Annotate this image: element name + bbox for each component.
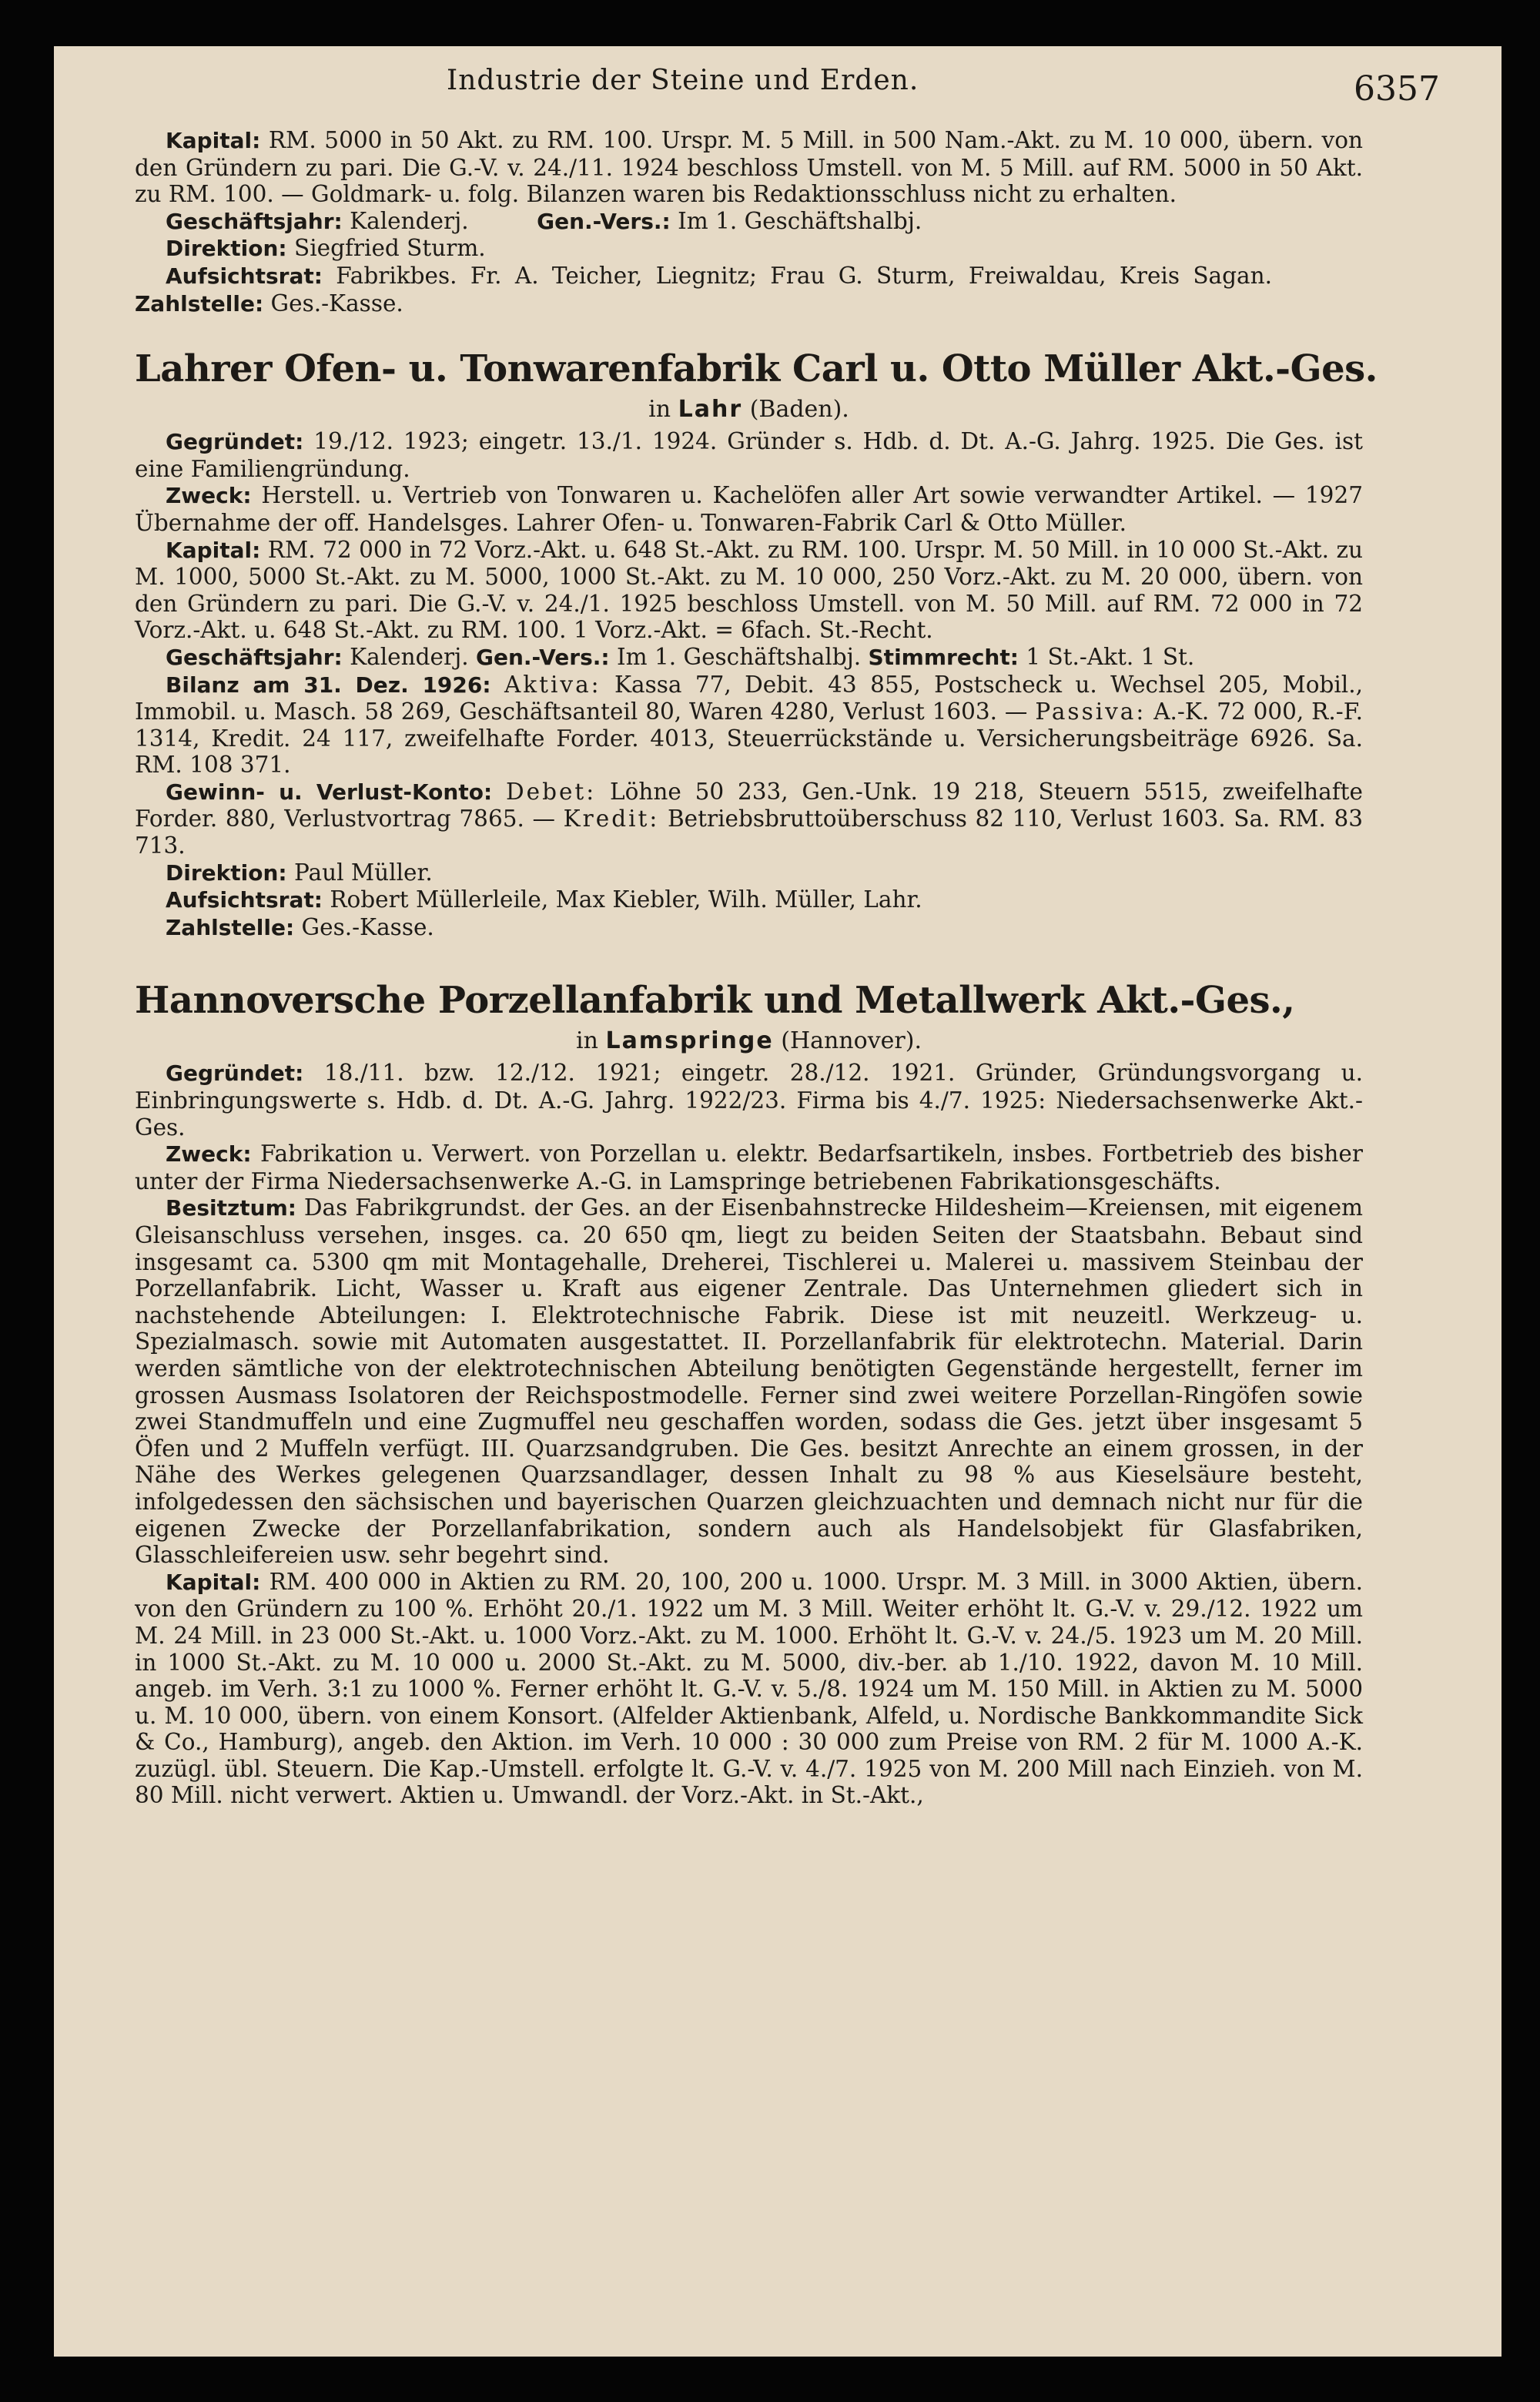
zweck-paragraph: Zweck: Fabrikation u. Verwert. von Porzellan u. elektr. Bedarfsartikeln, insbes. Fortbetrieb des bisher unter der Firma Niedersachsenwerke A.-G. in Lamspringe betriebenen Fabrikationsgeschäfts. [135,1141,1363,1194]
company-location: in Lahr (Baden). [648,396,849,424]
page-header [54,65,1502,111]
document-page [54,46,1502,2357]
gegruendet-paragraph: Gegründet: 18./11. bzw. 12./12. 1921; eingetr. 28./12. 1921. Gründer, Gründungsvorgang u. Einbringungswerte s. Hdb. d. Dt. A.-G. Jahrg. 1922/23. Firma bis 4./7. 1925: Niedersachsenwerke Akt.-Ges. [135,1060,1363,1141]
kapital-paragraph: Kapital: RM. 400 000 in Aktien zu RM. 20, 100, 200 u. 1000. Urspr. M. 3 Mill. in 3000 Aktien, übern. von den Gründern zu 100 %. Erhöht 20./1. 1922 um M. 3 Mill. Weiter erhöht lt. G.-V. v. 29./12. 1922 um M. 24 Mill. in 23 000 St.-Akt. u. 1000 Vorz.-Akt. zu M. 1000. Erhöht lt. G.-V. v. 24./5. 1923 um M. 20 Mill. in 1000 St.-Akt. zu M. 10 000 u. 2000 St.-Akt. zu M. 5000, div.-ber. ab 1./10. 1922, davon M. 10 Mill. angeb. im Verh. 3:1 zu 1000 %. Ferner erhöht lt. G.-V. v. 5./8. 1924 um M. 150 Mill. in Aktien zu M. 5000 u. M. 10 000, übern. von einem Konsort. (Alfelder Aktienbank, Alfeld, u. Nordische Bankkommandite Sick & Co., Hamburg), angeb. den Aktion. im Verh. 10 000 : 30 000 zum Preise von RM. 2 für M. 1000 A.-K. zuzügl. übl. Steuern. Die Kap.-Umstell. erfolgte lt. G.-V. v. 4./7. 1925 von M. 200 Mill nach Einzieh. von M. 80 Mill. nicht verwert. Aktien u. Umwandl. der Vorz.-Akt. in St.-Akt., [135,1568,1363,1809]
running-title: Industrie der Steine und Erden. [447,65,919,96]
page-content [135,127,1378,1809]
besitztum-paragraph: Besitztum: Das Fabrikgrundst. der Ges. an der Eisenbahnstrecke Hildesheim—Kreiensen, mit eigenem Gleisanschluss versehen, insges. ca. 20 650 qm, liegt zu beiden Seiten der Staatsbahn. Bebaut sind insgesamt ca. 5300 qm mit Montagehalle, Dreherei, Tischlerei u. Malerei u. massivem Steinbau der Porzellanfabrik. Licht, Wasser u. Kraft aus eigener Zentrale. Das Unternehmen gliedert sich in nachstehende Abteilungen: I. Elektrotechnische Fabrik. Diese ist mit neuzeitl. Werkzeug- u. Spezialmasch. sowie mit Automaten ausgestattet. II. Porzellanfabrik für elektrotechn. Material. Darin werden sämtliche von der elektrotechnischen Abteilung benötigten Gegenstände hergestellt, ferner im grossen Ausmass Isolatoren der Reichspostmodelle. Ferner sind zwei weitere Porzellan-Ringöfen sowie zwei Standmuffeln und eine Zugmuffel neu geschaffen worden, sodass die Ges. jetzt über insgesamt 5 Öfen und 2 Muffeln verfügt. III. Quarzsandgruben. Die Ges. besitzt Anrechte an einem grossen, in der Nähe des Werkes gelegenen Quarzsandlager, dessen Inhalt zu 98 % aus Kieselsäure besteht, infolgedessen den sächsischen und bayerischen Quarzen gleichzuachten und demnach nicht nur für die eigenen Zwecke der Porzellanfabrikation, sondern auch als Handelsobjekt für Glasfabriken, Glasschleifereien usw. sehr begehrt sind. [135,1194,1364,1569]
company-title: Lahrer Ofen- u. Tonwarenfabrik Carl u. Otto Müller Akt.-Ges. [135,347,1378,391]
previous-entry-fragment [135,127,1363,317]
zweck-paragraph: Zweck: Herstell. u. Vertrieb von Tonwaren u. Kachelöfen aller Art sowie verwandter Artikel. — 1927 Übernahme der off. Handelsges. Lahrer Ofen- u. Tonwaren-Fabrik Carl & Otto Müller. [135,482,1363,536]
zahlstelle-line: Zahlstelle: Ges.-Kasse. [166,913,434,940]
company-entry-hannoversche [135,975,1363,1809]
geschaeftsjahr-line: Geschäftsjahr: Kalenderj. Gen.-Vers.: Im 1. Geschäftshalbj. Stimmrecht: 1 St.-Akt. 1 St. [166,643,1195,670]
aufsichtsrat-paragraph: Aufsichtsrat: Fabrikbes. Fr. A. Teicher, Liegnitz; Frau G. Sturm, Freiwaldau, Kreis Sagan. Zahlstelle: Ges.-Kasse. [135,262,1272,317]
kapital-paragraph: Kapital: RM. 5000 in 50 Akt. zu RM. 100. Urspr. M. 5 Mill. in 500 Nam.-Akt. zu M. 10 000, übern. von den Gründern zu pari. Die G.-V. v. 24./11. 1924 beschloss Umstell. von M. 5 Mill. auf RM. 5000 in 50 Akt. zu RM. 100. — Goldmark- u. folg. Bilanzen waren bis Redaktionsschluss nicht zu erhalten. [135,127,1363,208]
direktion-line: Direktion: Siegfried Sturm. [166,235,486,262]
geschaeftsjahr-line: Geschäftsjahr: Kalenderj. Gen.-Vers.: Im 1. Geschäftshalbj. [166,207,922,234]
guv-paragraph: Gewinn- u. Verlust-Konto: Debet: Löhne 50 233, Gen.-Unk. 19 218, Steuern 5515, zweifelhafte Forder. 880, Verlustvortrag 7865. — Kredit: Betriebsbruttoüberschuss 82 110, Verlust 1603. Sa. RM. 83 713. [135,778,1364,859]
bilanz-paragraph: Bilanz am 31. Dez. 1926: Aktiva: Kassa 77, Debit. 43 855, Postscheck u. Wechsel 205, Mobil., Immobil. u. Masch. 58 269, Geschäftsanteil 80, Waren 4280, Verlust 1603. — Passiva: A.-K. 72 000, R.-F. 1314, Kredit. 24 117, zweifelhafte Forder. 4013, Steuerrückstände u. Versicherungsbeiträge 6926. Sa. RM. 108 371. [135,671,1363,779]
company-location: in Lamspringe (Hannover). [576,1027,922,1055]
gegruendet-paragraph: Gegründet: 19./12. 1923; eingetr. 13./1. 1924. Gründer s. Hdb. d. Dt. A.-G. Jahrg. 1925. Die Ges. ist eine Familiengründung. [135,428,1363,482]
aufsichtsrat-line: Aufsichtsrat: Robert Müllerleile, Max Kiebler, Wilh. Müller, Lahr. [166,886,922,913]
direktion-line: Direktion: Paul Müller. [166,859,433,886]
kapital-paragraph: Kapital: RM. 72 000 in 72 Vorz.-Akt. u. 648 St.-Akt. zu RM. 100. Urspr. M. 50 Mill. in 10 000 St.-Akt. zu M. 1000, 5000 St.-Akt. zu M. 5000, 1000 St.-Akt. zu M. 10 000, 250 Vorz.-Akt. zu M. 20 000, übern. von den Gründern zu pari. Die G.-V. v. 24./1. 1925 beschloss Umstell. von M. 50 Mill. auf RM. 72 000 in 72 Vorz.-Akt. u. 648 St.-Akt. zu RM. 100. 1 Vorz.-Akt. = 6fach. St.-Recht. [135,536,1363,644]
company-entry-lahrer [135,343,1378,941]
page-number: 6357 [1354,69,1440,109]
company-title: Hannoversche Porzellanfabrik und Metallwerk Akt.-Ges., [135,979,1295,1023]
